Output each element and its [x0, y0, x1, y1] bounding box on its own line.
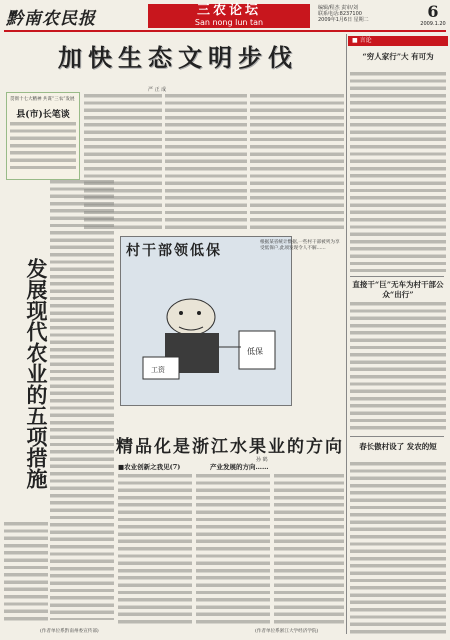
- issue-info: [318, 5, 418, 23]
- opinion-text: [350, 462, 446, 634]
- column-divider: [346, 34, 347, 634]
- opinion-title: 直接干“巨”无车为村干部公众“出行”: [352, 280, 444, 299]
- article-column: [250, 94, 344, 232]
- page-number: [420, 2, 446, 27]
- subsection-tag: ■农业创新之我见(7): [118, 463, 181, 471]
- issue-line: 联系电话:8237100: [318, 11, 362, 17]
- svg-text:低保: 低保: [247, 347, 263, 356]
- section-title: 三农论坛: [196, 3, 261, 18]
- header-rule: [4, 30, 446, 32]
- opinion-header: ■ 言论: [348, 36, 448, 46]
- column-kicker: 贯彻十七大精神 共谋“三农”发展: [10, 97, 75, 102]
- article-column: [274, 474, 344, 624]
- article-column: [50, 180, 114, 620]
- article-column: [165, 94, 247, 232]
- subsection-tag: 产业发展的方向……: [210, 463, 269, 471]
- opinion-title: “穷人家行”大 有可为: [362, 52, 434, 61]
- column-text: [10, 122, 76, 172]
- issue-line: 2009年1月6日 星期二: [318, 17, 369, 23]
- section-subtitle: San nong lun tan: [194, 18, 264, 27]
- section-banner: [148, 4, 310, 28]
- cartoon-caption: 根据某省统计数据,一些村干部被列为享受低保户,此项发现令人不解……: [260, 240, 340, 251]
- cartoon-title: 村干部领低保: [126, 243, 222, 259]
- opinion-text: [350, 72, 446, 272]
- page-date: 2009.1.20: [420, 21, 446, 27]
- byline-main: 严 正 成: [148, 87, 167, 93]
- byline-secondary: 孙 鹤: [256, 457, 268, 463]
- issue-line: 编辑/程杰 责审/刘: [318, 5, 358, 11]
- cartoon-illustration: [121, 237, 291, 405]
- headline-main: 加快生态文明步伐: [58, 44, 298, 72]
- footer-note: (作者单位系黔南州委宣传部): [40, 629, 99, 634]
- divider: [350, 276, 444, 277]
- cartoon-image: [120, 236, 292, 406]
- divider: [350, 436, 444, 437]
- svg-text:工资: 工资: [151, 366, 165, 374]
- column-box: [6, 92, 80, 180]
- article-column: [4, 522, 48, 622]
- page-number-value: 6: [427, 2, 439, 21]
- footer-note: (作者单位系浙江大学经济学院): [255, 629, 319, 634]
- headline-secondary: 精品化是浙江水果业的方向: [116, 437, 344, 457]
- masthead: 黔南农民报: [6, 9, 96, 29]
- article-column: [196, 474, 270, 624]
- article-column: [118, 474, 192, 624]
- headline-vertical: 发展现代农业的五项措施: [24, 258, 48, 489]
- opinion-text: [350, 302, 446, 432]
- column-title: 县(市)长笔谈: [16, 110, 70, 120]
- opinion-title: 春长傲村设了 发农的短: [359, 442, 437, 451]
